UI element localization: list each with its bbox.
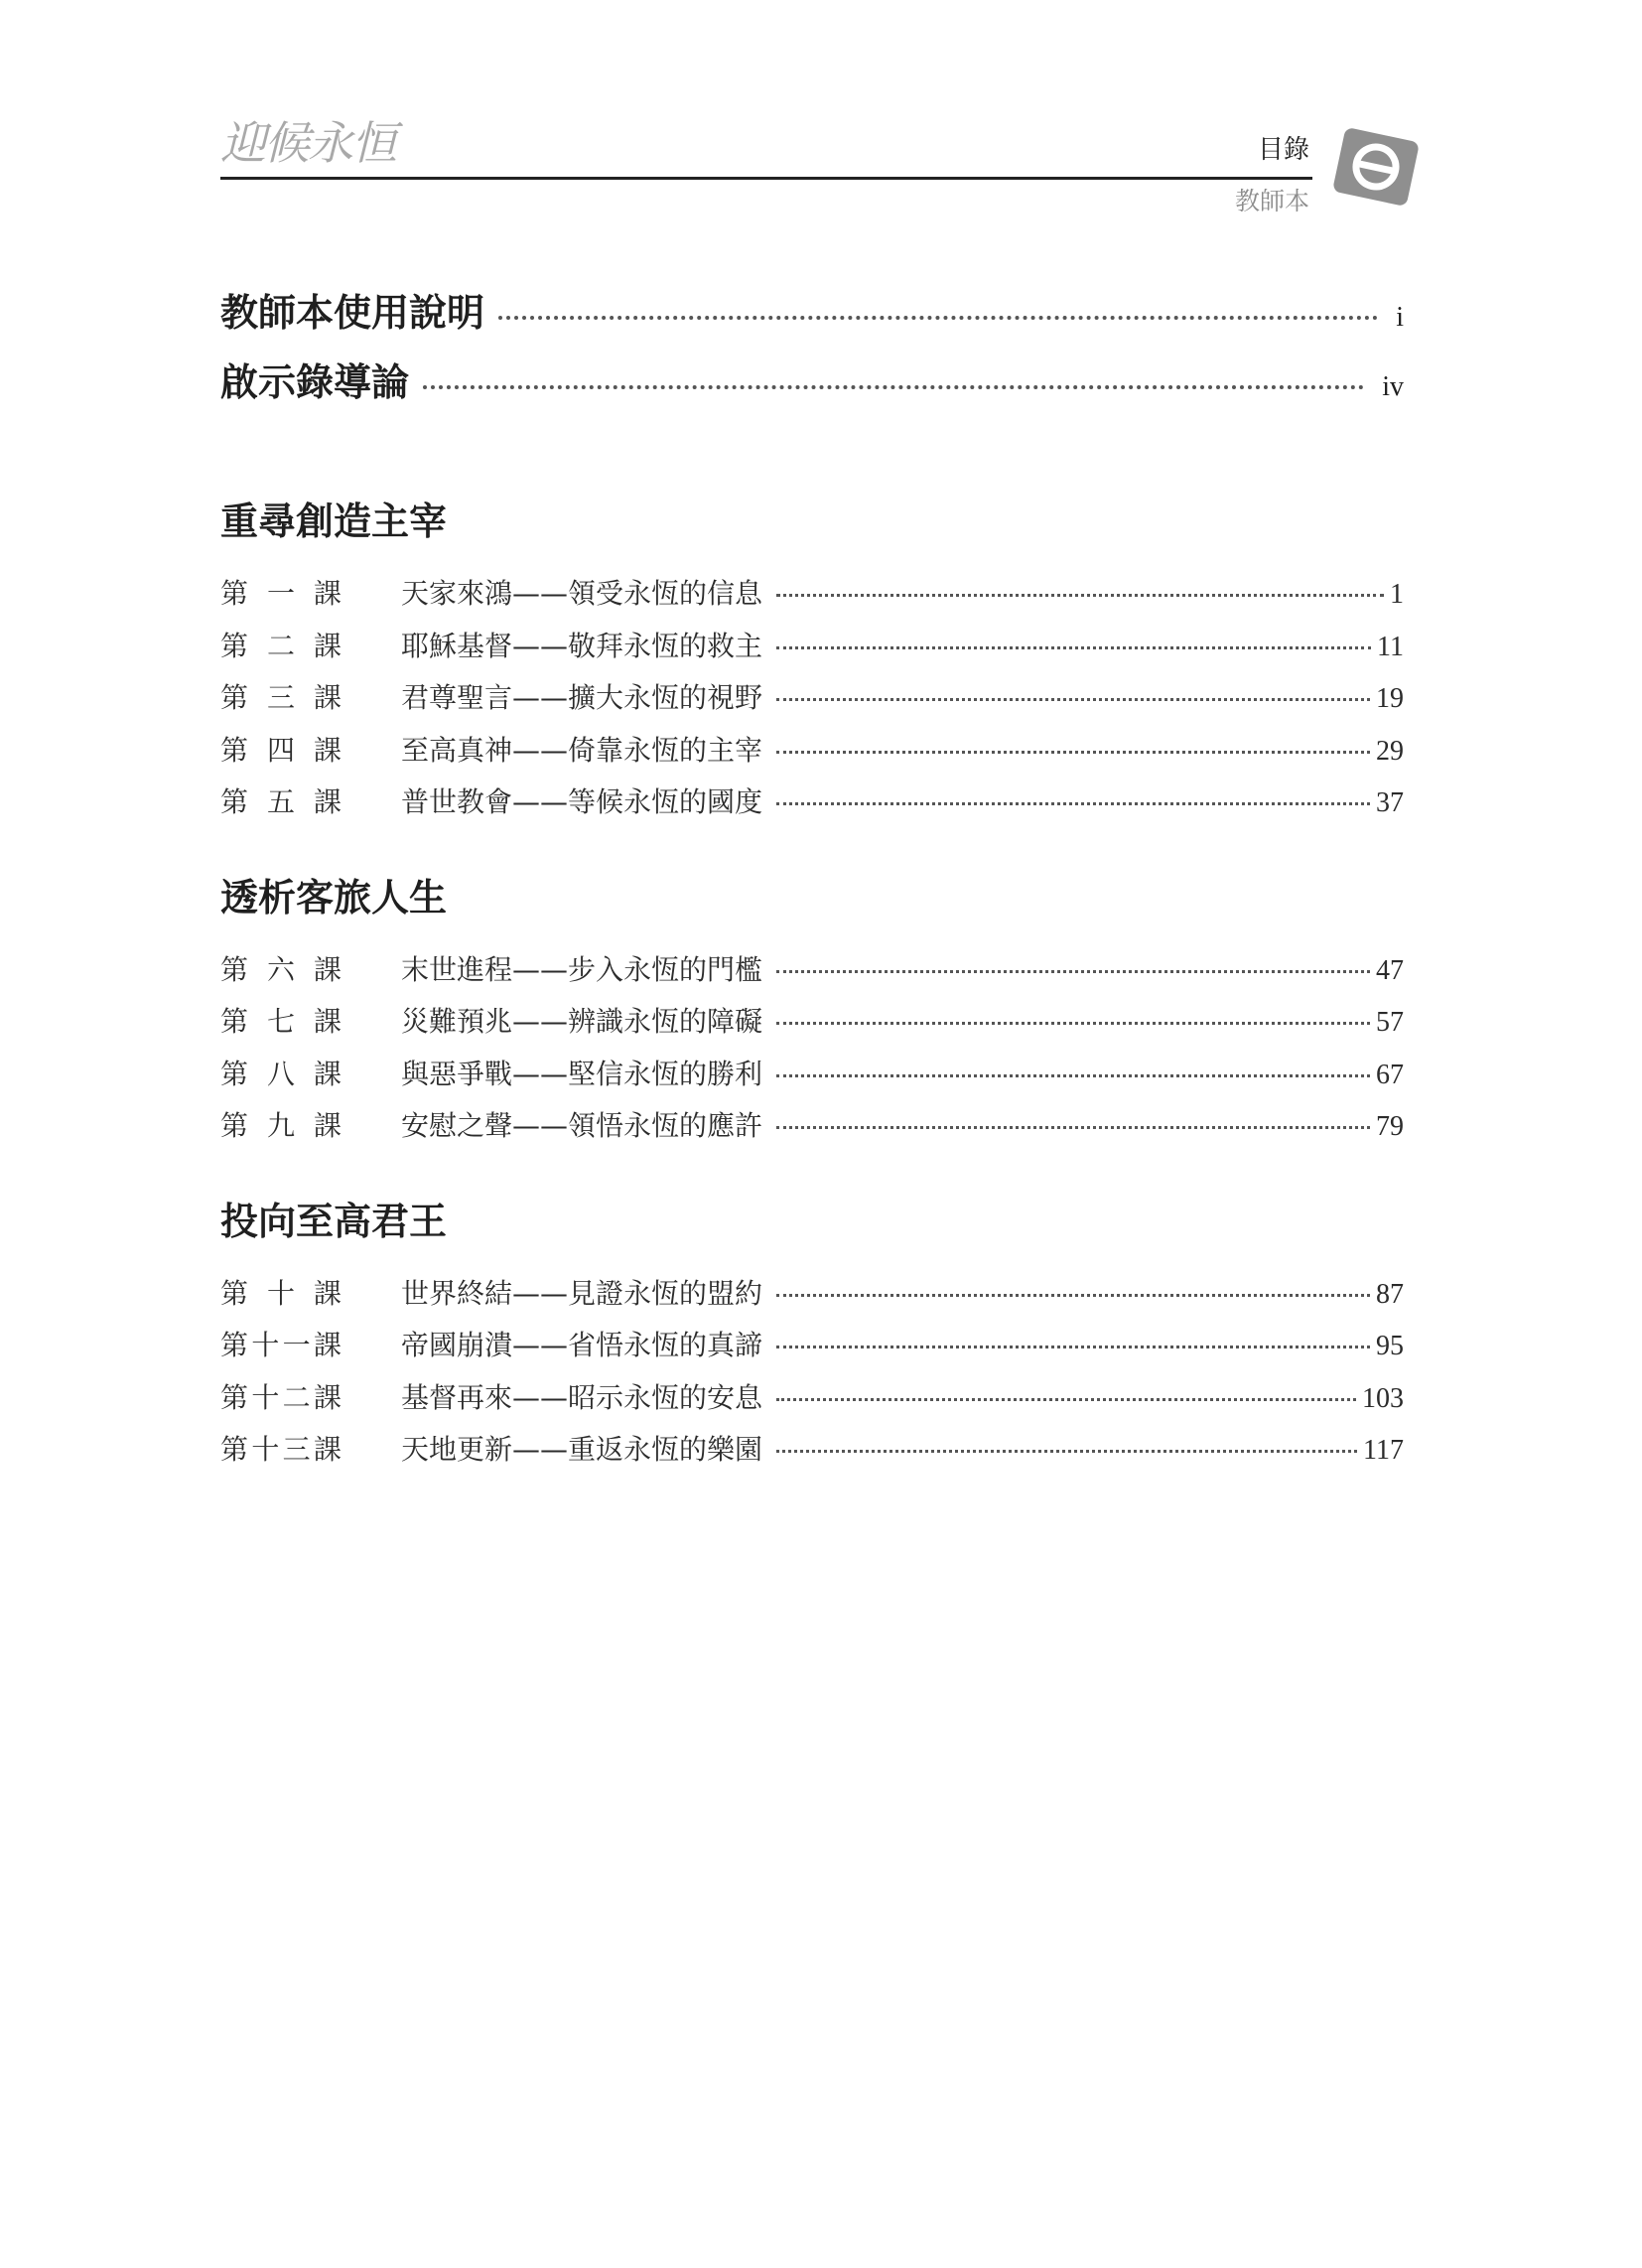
toc-lesson-row[interactable] bbox=[220, 780, 1404, 833]
lesson-page: 67 bbox=[1376, 1059, 1404, 1090]
dot-leader bbox=[423, 385, 1364, 389]
lesson-page: 117 bbox=[1363, 1435, 1404, 1466]
lesson-page: 79 bbox=[1376, 1111, 1404, 1142]
toc-entry-title: 教師本使用說明 bbox=[220, 291, 485, 335]
lesson-page: 37 bbox=[1376, 787, 1404, 818]
toc-entry-page: i bbox=[1396, 302, 1404, 333]
lesson-number: 第二課 bbox=[220, 629, 342, 662]
toc-lesson-row[interactable] bbox=[220, 1053, 1404, 1105]
lesson-number: 第六課 bbox=[220, 952, 342, 986]
lesson-title: 耶穌基督——敬拜永恆的救主 bbox=[401, 629, 763, 662]
toc-lesson-row[interactable] bbox=[220, 625, 1404, 677]
lesson-page: 87 bbox=[1376, 1278, 1404, 1310]
lesson-page: 11 bbox=[1377, 631, 1404, 662]
dot-leader bbox=[776, 1450, 1357, 1453]
lesson-title: 君尊聖言——擴大永恆的視野 bbox=[401, 681, 763, 714]
lesson-title: 至高真神——倚靠永恆的主宰 bbox=[401, 733, 763, 767]
lesson-number: 第十課 bbox=[220, 1276, 342, 1310]
toc-lesson-row[interactable] bbox=[220, 948, 1404, 1001]
lesson-title: 天家來鴻——領受永恆的信息 bbox=[401, 577, 763, 610]
lesson-title: 安慰之聲——領悟永恆的應許 bbox=[401, 1109, 763, 1142]
lesson-title: 末世進程——步入永恆的門檻 bbox=[401, 952, 763, 986]
section-heading: 重尋創造主宰 bbox=[220, 499, 448, 543]
lesson-title: 世界終結——見證永恆的盟約 bbox=[401, 1276, 763, 1310]
toc-lesson-row[interactable] bbox=[220, 1000, 1404, 1053]
toc-entry-title: 啟示錄導論 bbox=[220, 360, 410, 404]
toc-section bbox=[220, 871, 1404, 1157]
toc-lesson-row[interactable] bbox=[220, 729, 1404, 781]
dot-leader bbox=[776, 1126, 1370, 1129]
lesson-number: 第十二課 bbox=[220, 1380, 342, 1414]
lesson-page: 29 bbox=[1376, 735, 1404, 767]
lesson-page: 19 bbox=[1376, 683, 1404, 714]
toc-lesson-row[interactable] bbox=[220, 1324, 1404, 1376]
toc-section bbox=[220, 495, 1404, 833]
lesson-number: 第九課 bbox=[220, 1109, 342, 1142]
toc-lesson-row[interactable] bbox=[220, 1428, 1404, 1481]
toc-entry-teacher-guide[interactable] bbox=[220, 282, 1404, 352]
toc-entry-page: iv bbox=[1382, 371, 1404, 402]
dot-leader bbox=[776, 751, 1370, 754]
lesson-page: 57 bbox=[1376, 1007, 1404, 1038]
lesson-number: 第八課 bbox=[220, 1057, 342, 1090]
dot-leader bbox=[776, 1346, 1370, 1348]
lesson-title: 災難預兆——辨識永恆的障礙 bbox=[401, 1005, 763, 1038]
chapter-badge-icon bbox=[1328, 124, 1424, 210]
toc-entry-revelation-intro[interactable] bbox=[220, 352, 1404, 421]
dot-leader bbox=[776, 802, 1370, 805]
dot-leader bbox=[776, 1294, 1370, 1297]
lesson-number: 第五課 bbox=[220, 785, 342, 818]
toc-lesson-row[interactable] bbox=[220, 1272, 1404, 1325]
toc-section bbox=[220, 1195, 1404, 1481]
section-heading: 投向至高君王 bbox=[220, 1199, 448, 1243]
lesson-title: 與惡爭戰——堅信永恆的勝利 bbox=[401, 1057, 763, 1090]
lesson-title: 基督再來——昭示永恆的安息 bbox=[401, 1380, 763, 1414]
lesson-number: 第四課 bbox=[220, 733, 342, 767]
table-of-contents bbox=[220, 282, 1404, 1481]
lesson-page: 1 bbox=[1390, 579, 1404, 610]
lesson-title: 天地更新——重返永恆的樂園 bbox=[401, 1433, 763, 1466]
header-section-title: 目錄 bbox=[1257, 135, 1309, 165]
lesson-title: 帝國崩潰——省悟永恆的真諦 bbox=[401, 1329, 763, 1361]
brand-logo: 迎候永恒 bbox=[220, 116, 395, 170]
toc-lesson-row[interactable] bbox=[220, 1104, 1404, 1157]
lesson-page: 103 bbox=[1362, 1382, 1404, 1414]
dot-leader bbox=[776, 1398, 1356, 1401]
toc-lesson-row[interactable] bbox=[220, 1376, 1404, 1429]
lesson-page: 47 bbox=[1376, 954, 1404, 986]
lesson-number: 第三課 bbox=[220, 681, 342, 714]
section-heading: 透析客旅人生 bbox=[220, 875, 448, 920]
header-edition-label: 教師本 bbox=[1234, 187, 1309, 215]
lesson-number: 第十一課 bbox=[220, 1329, 342, 1361]
toc-lesson-row[interactable] bbox=[220, 572, 1404, 625]
lesson-number: 第十三課 bbox=[220, 1433, 342, 1466]
toc-lesson-row[interactable] bbox=[220, 676, 1404, 729]
dot-leader bbox=[498, 316, 1378, 320]
header-rule bbox=[220, 177, 1312, 180]
lesson-number: 第七課 bbox=[220, 1005, 342, 1038]
lesson-number: 第一課 bbox=[220, 577, 342, 610]
dot-leader bbox=[776, 1022, 1370, 1025]
lesson-title: 普世教會——等候永恆的國度 bbox=[401, 785, 763, 818]
lesson-page: 95 bbox=[1376, 1331, 1404, 1361]
dot-leader bbox=[776, 646, 1371, 649]
dot-leader bbox=[776, 970, 1370, 973]
dot-leader bbox=[776, 698, 1370, 701]
dot-leader bbox=[776, 1074, 1370, 1077]
dot-leader bbox=[776, 594, 1384, 597]
